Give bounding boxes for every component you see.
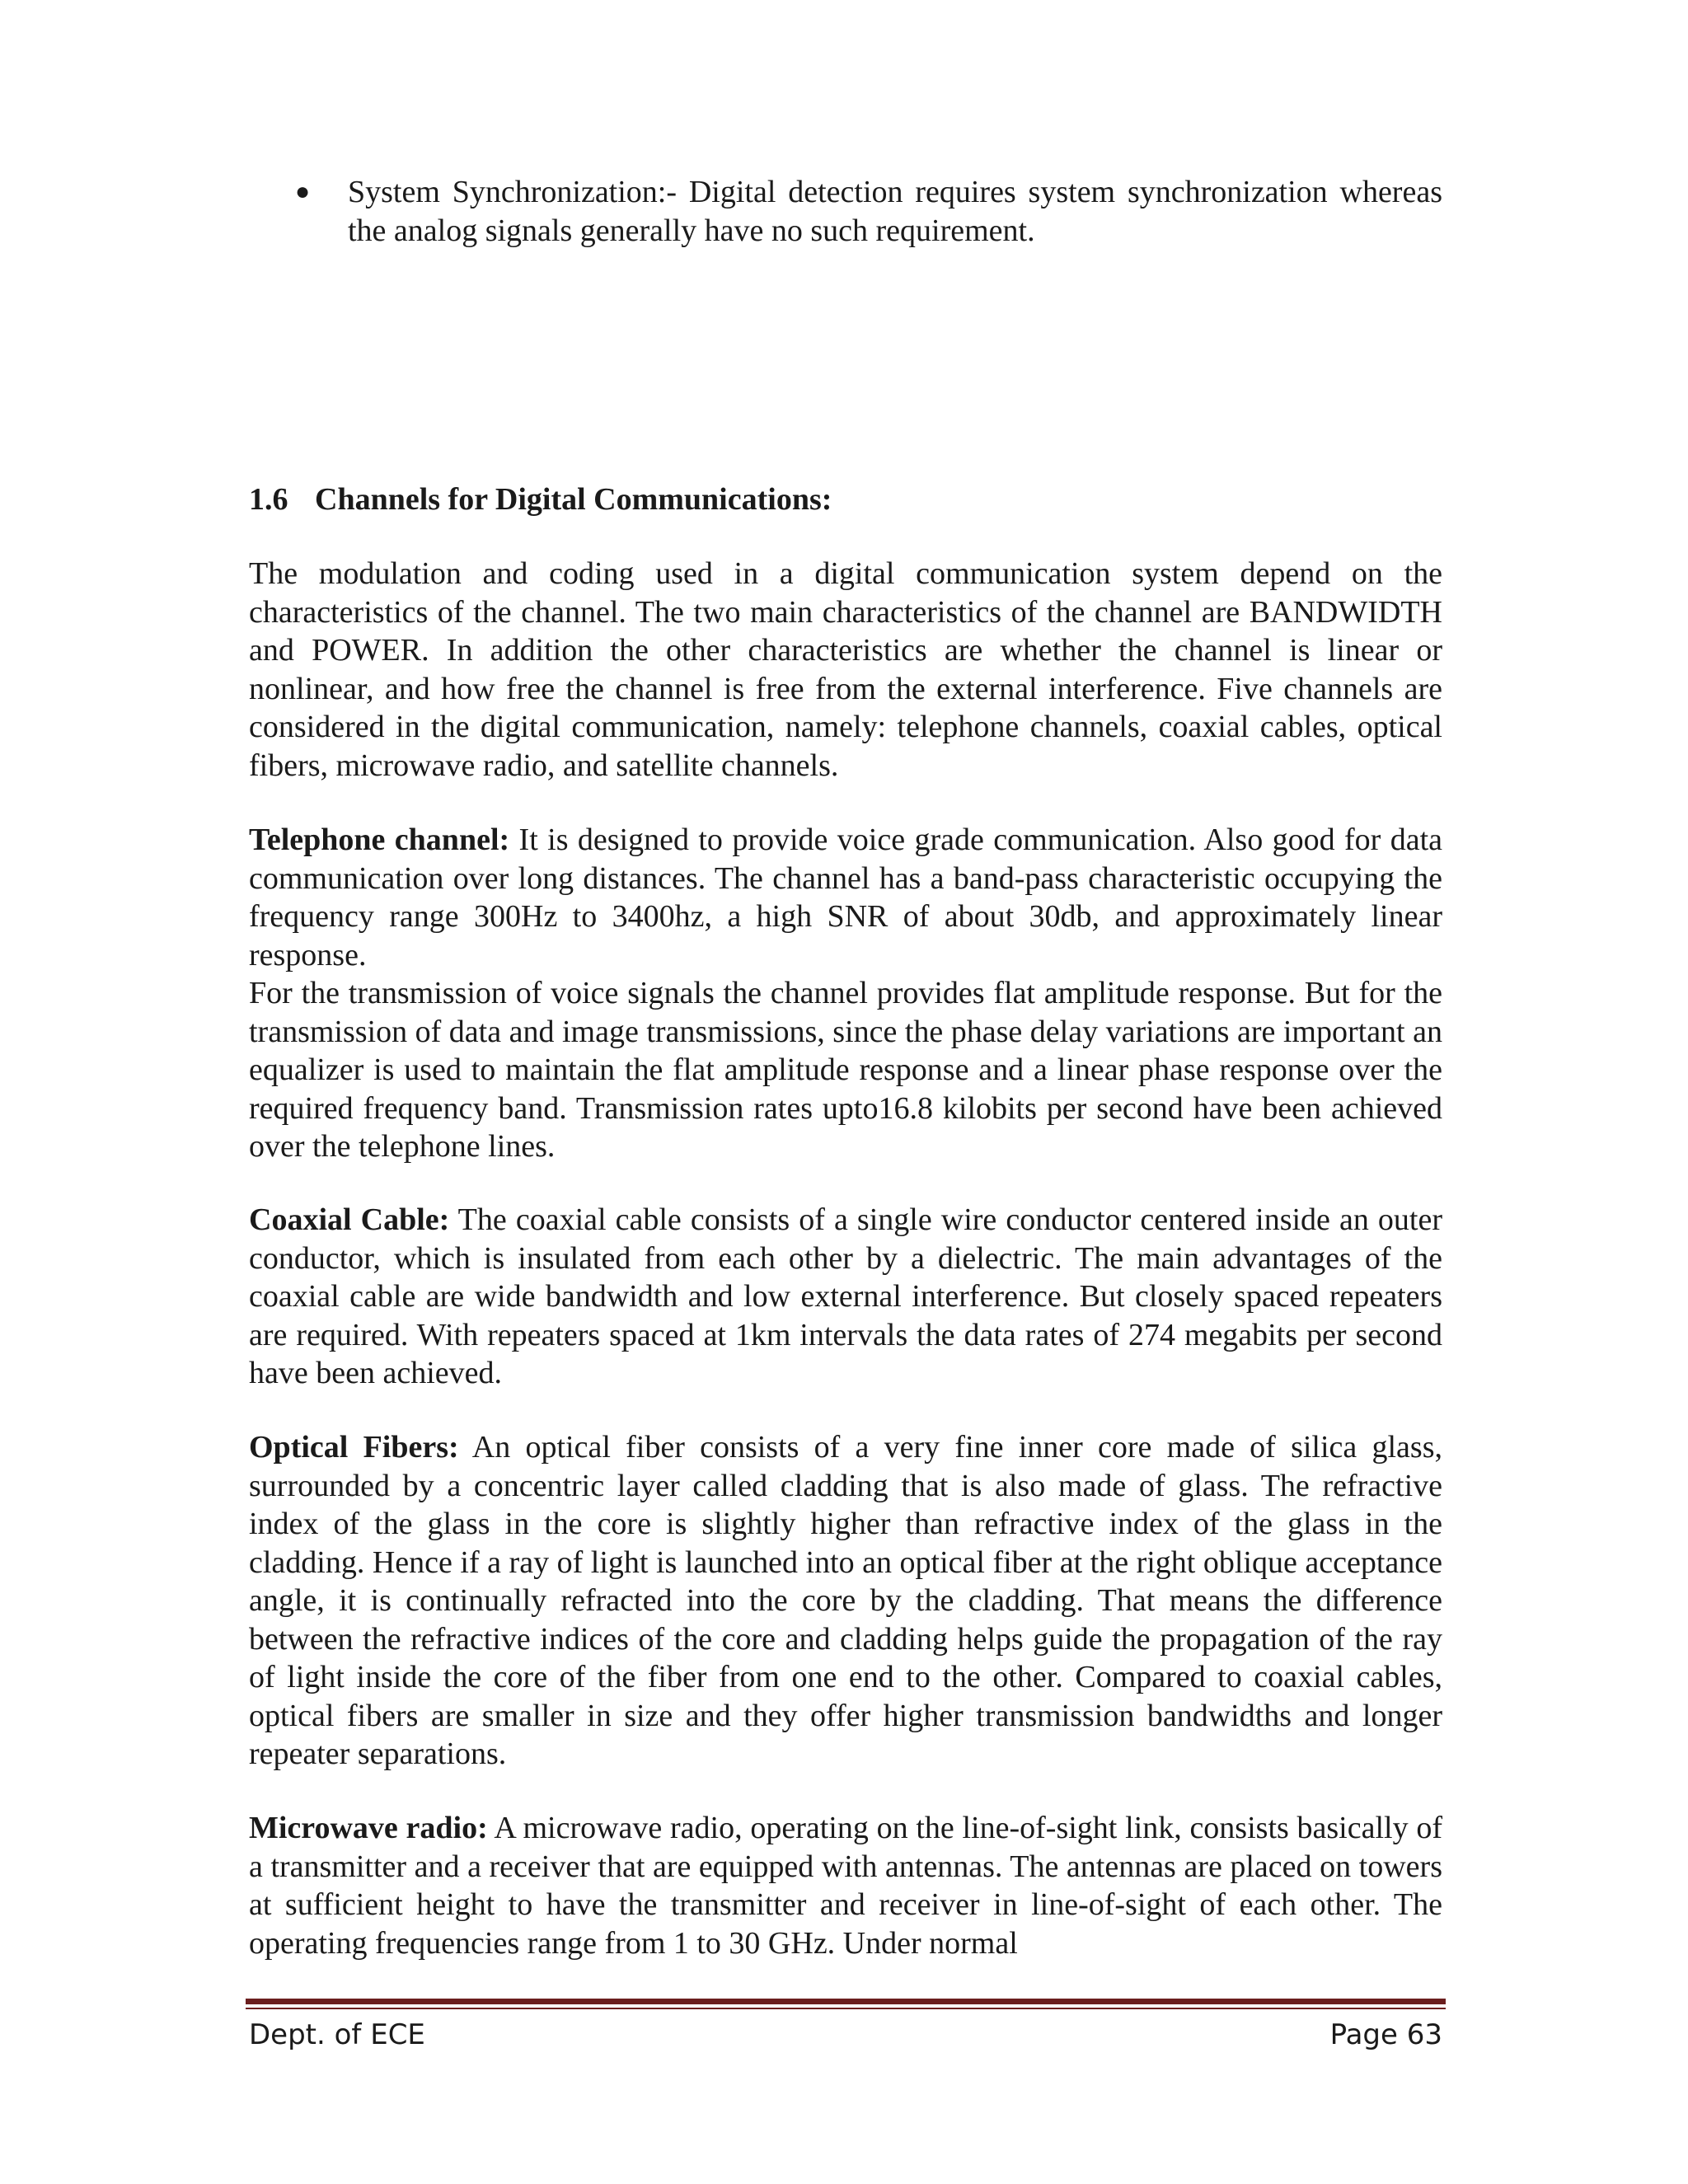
microwave-block [249,1809,1442,1962]
intro-paragraph: The modulation and coding used in a digital communication system depend on the characteristics of the channel. The two main characteristics of the channel are BANDWIDTH and POWER. In addition the other characteristics are whether the channel is linear or nonlinear, and how free the channel is free from the external interference. Five channels are considered in the digital communication, namely: telephone channels, coaxial cables, optical fibers, microwave radio, and satellite channels. [249,556,1442,783]
coaxial-lead: Coaxial Cable: [249,1202,450,1237]
coaxial-paragraph [249,1201,1442,1393]
telephone-block [249,821,1442,1166]
microwave-lead: Microwave radio: [249,1811,488,1845]
section-heading [249,480,1442,518]
footer-page-number: Page 63 [1329,2018,1442,2051]
footer-rule [246,1999,1446,2004]
optical-lead: Optical Fibers: [249,1430,459,1465]
section-title: Channels for Digital Communications [315,482,822,517]
section-number: 1.6 [249,482,288,517]
telephone-lead: Telephone channel: [249,823,510,857]
bullet-text: System Synchronization:- Digital detection requires system synchronization whereas the analog signals generally have no such requirement. [348,175,1442,248]
telephone-paragraph [249,821,1442,974]
microwave-paragraph [249,1809,1442,1962]
optical-block [249,1428,1442,1774]
telephone-text: It is designed to provide voice grade communication. Also good for data communication over long distances. The channel has a band-pass characteristic occupying the frequency range 300Hz to 3400hz, a high SNR of about 30db, and approximately linear response. [249,823,1442,972]
section-title-suffix: : [821,482,832,517]
coaxial-block [249,1201,1442,1393]
bullet-list [249,173,1442,250]
intro-block [249,555,1442,785]
bullet-item [249,173,1442,250]
microwave-text: A microwave radio, operating on the line-of-sight link, consists basically of a transmitter and a receiver that are equipped with antennas. The antennas are placed on towers at sufficient height to have the transmitter and receiver in line-of-sight of each other. The operating frequencies range from 1 to 30 GHz. Under normal [249,1811,1442,1961]
optical-text: An optical fiber consists of a very fine inner core made of silica glass, surrounded by a concentric layer called cladding that is also made of glass. The refractive index of the glass in the core is slightly higher than refractive index of the glass in the cladding. Hence if a ray of light is launched into an optical fiber at the right oblique acceptance angle, it is continually refracted into the core by the cladding. That means the difference between the refractive indices of the core and cladding helps guide the propagation of the ray of light inside the core of the fiber from one end to the other. Compared to coaxial cables, optical fibers are smaller in size and they offer higher transmission bandwidths and longer repeater separations. [249,1430,1443,1771]
footer-rule-thin [246,2008,1446,2009]
bullet-dot-icon: ● [295,178,311,205]
coaxial-text: The coaxial cable consists of a single wire conductor centered inside an outer conductor, which is insulated from each other by a dielectric. The main advantages of the coaxial cable are wide bandwidth and low external interference. But closely spaced repeaters are required. With repeaters spaced at 1km intervals the data rates of 274 megabits per second have been achieved. [249,1202,1442,1390]
optical-paragraph [249,1428,1442,1774]
telephone-paragraph-2: For the transmission of voice signals the channel provides flat amplitude response. But for the transmission of data and image transmissions, since the phase delay variations are important an equalizer is used to maintain the flat amplitude response and a linear phase response over the required frequency band. Transmission rates upto16.8 kilobits per second have been achieved over the telephone lines. [249,976,1442,1164]
footer-department: Dept. of ECE [249,2018,425,2051]
